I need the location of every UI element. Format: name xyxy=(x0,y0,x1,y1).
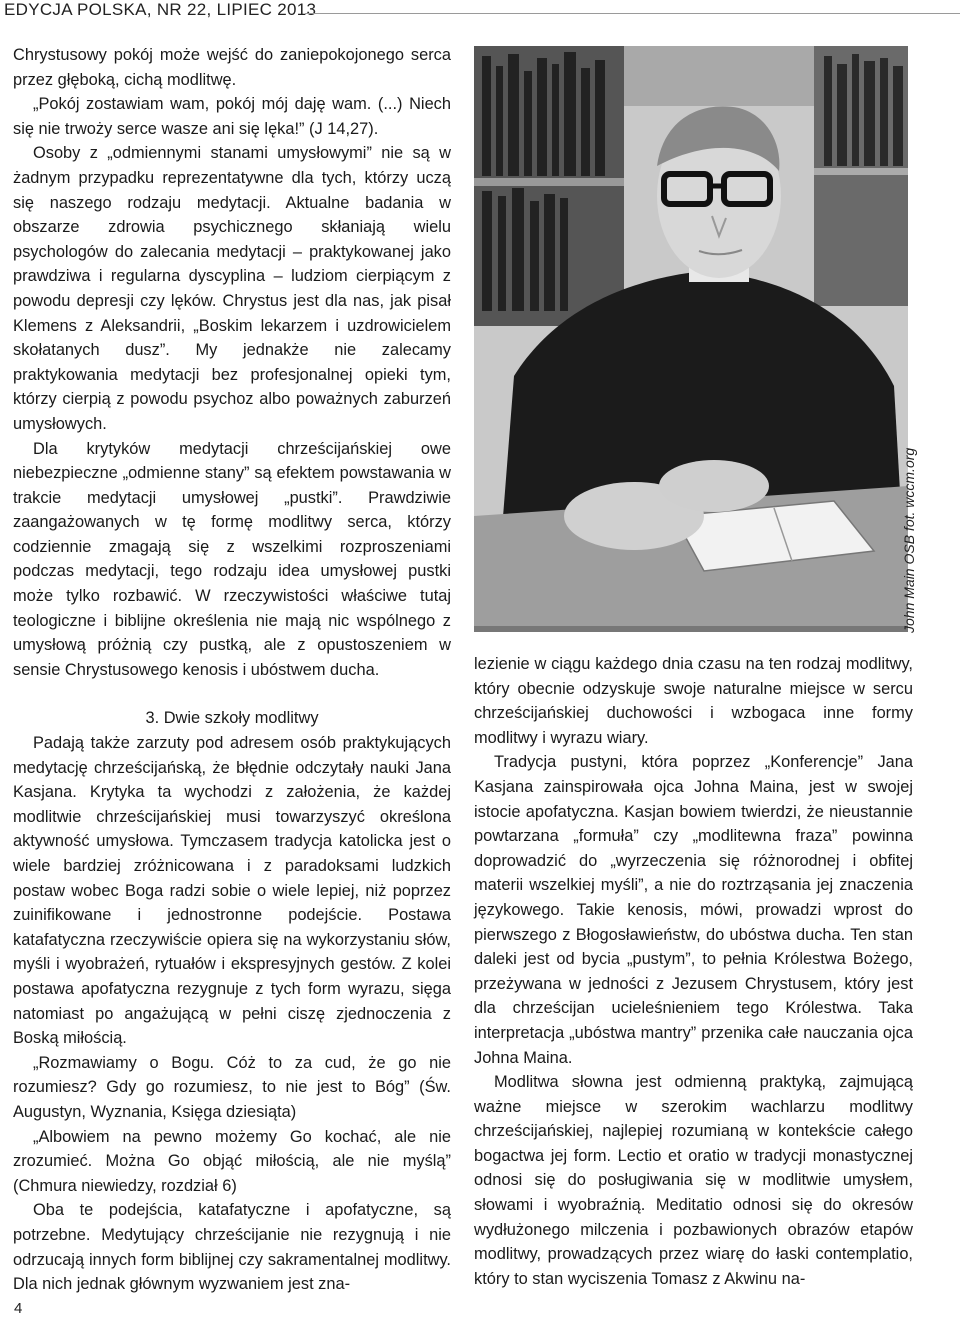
portrait-photo xyxy=(474,46,908,632)
paragraph: lezienie w ciągu każdego dnia czasu na ten rodzaj modlitwy, który obecnie odzyskuje swoje naturalne miejsce w sercu chrześcijańskiej duchowości i wzbogaca inne formy modlitwy i wyrazu wiary. xyxy=(474,655,913,747)
photo-caption: John Main OSB fot. wccm.org xyxy=(901,447,917,633)
page-number: 4 xyxy=(14,1300,23,1317)
header-divider xyxy=(305,13,960,14)
quote-paragraph: „Rozmawiamy o Bogu. Cóż to za cud, że go nie rozumiesz? Gdy go rozumiesz, to nie jest to Bóg” (Św. Augustyn, Wyznania, Księga dziesiąta) xyxy=(13,1053,451,1121)
paragraph: Padają także zarzuty pod adresem osób praktykujących medytację chrześcijańską, że błędnie odczytały nauki Jana Kasjana. Krytyka ta wychodzi z założenia, że każdej modlitwie chrześcijańskiej musi towarzyszyć określona aktywność umysłowa. Tymczasem tradycja katolicka jest o wiele bardziej zróżnicowana i z paradoksami ludzkich postaw wobec Boga radzi sobie o wiele lepiej, niż poprzez zuinifikowane i jednostronne podejście. Postawa katafatyczna rzeczywiście opiera się na wykorzystaniu słów, myśli i wyobrażeń, rytuałów i ekspresyjnych gestów. Z kolei postawa apofatyczna rezygnuje z tych form wyrazu, sięga natomiast po angażującą w pełni ciszę zjednoczenia z Boską miłością. xyxy=(13,734,451,1048)
quote-paragraph: „Pokój zostawiam wam, pokój mój daję wam. (...) Niech się nie trwoży serce wasze ani się lęka!” (J 14,27). xyxy=(13,95,451,138)
section-heading: 3. Dwie szkoły modlitwy xyxy=(145,709,319,728)
quote-paragraph: „Albowiem na pewno możemy Go kochać, ale nie zrozumieć. Można Go objąć miłością, ale nie myślą” (Chmura niewiedzy, rozdział 6) xyxy=(13,1127,451,1195)
left-column xyxy=(13,43,451,1297)
page-header xyxy=(0,0,960,24)
paragraph: Chrystusowy pokój może wejść do zaniepokojonego serca przez głęboką, cichą modlitwę. xyxy=(13,46,451,89)
paragraph: Modlitwa słowna jest odmienną praktyką, zajmującą ważne miejsce w szerokim wachlarzu modlitwy chrześcijańskiej, najlepiej rozumianą w kontekście całego bogactwa jej form. Lectio et oratio w tradycji monastycznej odnosi się do posługiwania się w modlitwie umysłem, słowami i wyobraźnią. Meditatio odnosi się do okresów wydłużonego milczenia i pozbawionych obrazów etapów modlitwy, prowadzących przez wiarę do łaski contemplatio, który to stan wyciszenia Tomasz z Akwinu na- xyxy=(474,1073,913,1288)
portrait-illustration xyxy=(474,46,908,632)
paragraph: Osoby z „odmiennymi stanami umysłowymi” nie są w żadnym przypadku reprezentatywne dla tych, którzy uczą się naszego rodzaju medytacji. Aktualne badania w obszarze zdrowia psychicznego skłaniają wielu psychologów do zalecania medytacji – praktykowanej jako prawdziwa i regularna dyscyplina – ludziom cierpiącym z powodu depresji czy lęków. Chrystus jest dla nas, jak pisał Klemens z Aleksandrii, „Boskim lekarzem i uzdrowicielem skołatanych dusz”. My jednakże nie zalecamy praktykowania medytacji bez profesjonalnej opieki tym, którzy cierpią z powodu psychoz albo poważnych zaburzeń umysłowych. xyxy=(13,144,451,433)
right-column xyxy=(474,652,913,1291)
paragraph: Oba te podejścia, katafatyczne i apofatyczne, są potrzebne. Medytujący chrześcijanie nie rezygnują i nie odrzucają innych form biblijnej czy sakramentalnej modlitwy. Dla nich jednak głównym wyzwaniem jest zna- xyxy=(13,1201,451,1294)
paragraph: Dla krytyków medytacji chrześcijańskiej owe niebezpieczne „odmienne stany” są efektem powstawania w trakcie medytacji umysłowej „pustki”. Prawdziwie zaangażowanych w tę formę modlitwy serca, którzy codziennie zmagają się z wszelkimi rozproszeniami podczas medytacji, tego rodzaju idea umysłowej pustki może tylko rozbawić. W rzeczywistości właściwe tutaj teologiczne i biblijne określenia nie mają nic wspólnego z umysłową próżnią czy pustką, ale z opustoszeniem w sensie Chrystusowego kenosis i ubóstwem ducha. xyxy=(13,439,451,679)
paragraph: Tradycja pustyni, która poprzez „Konferencje” Jana Kasjana zainspirowała ojca Johna Maina, jest w swojej istocie apofatyczna. Kasjan bowiem twierdzi, że nieustannie powtarzana „formuła” czy „modlitewna fraza” powinna doprowadzić do „wyrzeczenia się różnorodnej i obfitej materii wszelkiej myśli”, a nie do roztrząsania jej znaczenia językowego. Takie kenosis, mówi, prowadzi wprost do pierwszego z Błogosławieństw, do ubóstwa ducha. Ten stan daleki jest od bycia „pustym”, to pełnia Królestwa Bożego, przeżywana w jedności z Jezusem Chrystusem, który jest dla chrześcijan ucieleśnieniem tego Królestwa. Taka interpretacja „ubóstwa mantry” przenika całe nauczania ojca Johna Maina. xyxy=(474,753,913,1067)
publication-title: EDYCJA POLSKA, NR 22, LIPIEC 2013 xyxy=(4,0,317,19)
